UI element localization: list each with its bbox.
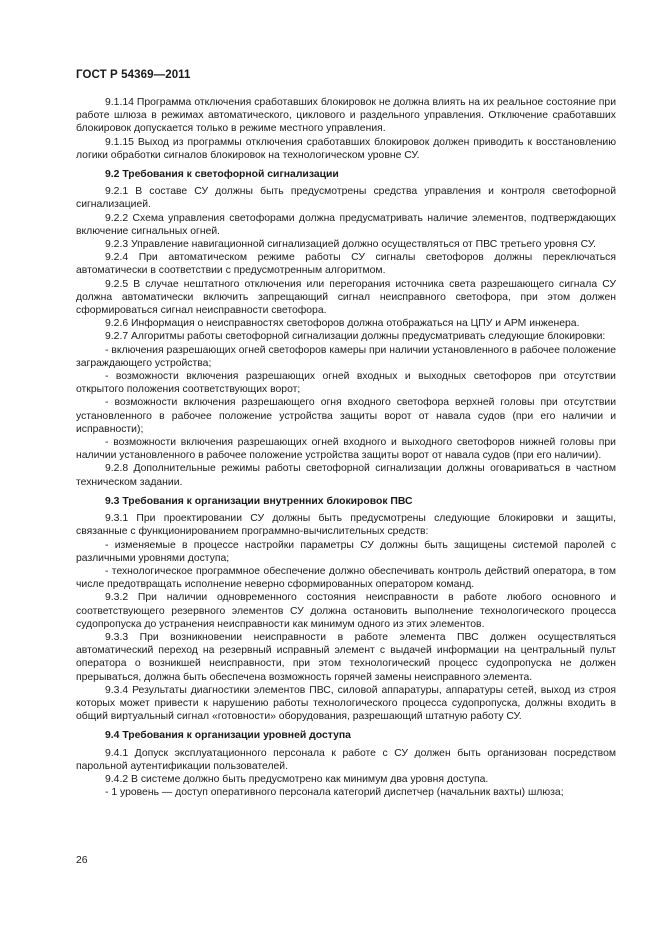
paragraph-9-1-14: 9.1.14 Программа отключения сработавших блокировок не должна влиять на их реальное состояние при работе шлюза в режимах автоматического, циклового и раздельного управления. Отключение сработавших блокировок допускается только в режиме местного управления. bbox=[76, 97, 616, 135]
list-item: - возможности включения разрешающих огней входного и выходного светофоров нижней головы при наличии установленного в рабочее положение устройства защиты ворот от навала судов (при его наличии). bbox=[76, 437, 616, 462]
list-item: - 1 уровень — доступ оперативного персонала категорий диспетчер (начальник вахты) шлюза; bbox=[105, 787, 564, 799]
section-heading-9-2: 9.2 Требования к светофорной сигнализации bbox=[105, 169, 339, 181]
paragraph-9-3-2: 9.3.2 При наличии одновременного состояния неисправности в работе любого основного и соответствующего резервного элементов СУ должна остановить выполнение технологического процесса судопропуска до устранения неисправности как минимум одного из этих элементов. bbox=[76, 592, 616, 630]
paragraph-9-3-3: 9.3.3 При возникновении неисправности в работе элемента ПВС должен осуществляться автоматический переход на резервный исправный элемент с выдачей информации на центральный пульт оператора о возникшей неисправности, при этом технологический процесс судопропуска не должен прерываться, должна быть обеспечена возможность горячей замены неисправного элемента. bbox=[76, 631, 616, 683]
paragraph-9-2-5: 9.2.5 В случае нештатного отключения или перегорания источника света разрешающего сигнала СУ должна автоматически включить запрещающий сигнал неисправного светофора, при этом должен сформироваться сигнал неисправности светофора. bbox=[76, 278, 616, 317]
paragraph-9-4-1: 9.4.1 Допуск эксплуатационного персонала к работе с СУ должен быть организован посредством парольной аутентификации пользователей. bbox=[76, 747, 616, 772]
list-item: - возможности включения разрешающего огня входного светофора верхней головы при отсутствии установленного в рабочее положение устройства защиты ворот от навала судов (при его наличии и исправности); bbox=[76, 397, 616, 435]
page-number: 26 bbox=[76, 855, 88, 866]
list-item: - включения разрешающих огней светофоров камеры при наличии установленного в рабочее положение заграждающего устройства; bbox=[76, 344, 616, 369]
paragraph-9-2-4: 9.2.4 При автоматическом режиме работы СУ сигналы светофоров должны переключаться автоматически в соответствии с предусмотренным алгоритмом. bbox=[76, 252, 616, 277]
document-body bbox=[76, 96, 616, 799]
paragraph-9-2-6: 9.2.6 Информация о неисправностях светофоров должна отображаться на ЦПУ и АРМ инженера. bbox=[105, 318, 580, 330]
paragraph-9-2-7: 9.2.7 Алгоритмы работы светофорной сигнализации должны предусматривать следующие блокировки: bbox=[105, 331, 606, 343]
paragraph-9-3-1: 9.3.1 При проектировании СУ должны быть предусмотрены следующие блокировки и защиты, связанные с функционированием программно-вычислительных средств: bbox=[76, 513, 616, 538]
list-item: - технологическое программное обеспечение должно обеспечивать контроль действий оператора, в том числе предотвращать исполнение неверно сформированных оператором команд. bbox=[76, 565, 616, 591]
list-item: - возможности включения разрешающих огней входных и выходных светофоров при отсутствии открытого положения соответствующих ворот; bbox=[76, 371, 616, 396]
section-heading-9-4: 9.4 Требования к организации уровней доступа bbox=[105, 730, 351, 742]
list-item: - изменяемые в процессе настройки параметры СУ должны быть защищены системой паролей с различными уровнями доступа; bbox=[76, 539, 616, 564]
paragraph-9-3-4: 9.3.4 Результаты диагностики элементов ПВС, силовой аппаратуры, аппаратуры сетей, выход из строя которых может привести к нарушению работы технологического процесса судопропуска, должны входить в общий виртуальный сигнал «готовности» оборудования, разрешающий штатную работу СУ. bbox=[76, 684, 616, 723]
paragraph-9-2-3: 9.2.3 Управление навигационной сигнализацией должно осуществляться от ПВС третьего уровня СУ. bbox=[105, 239, 596, 251]
paragraph-9-2-2: 9.2.2 Схема управления светофорами должна предусматривать наличие элементов, подтверждающих включение сигнальных огней. bbox=[76, 212, 616, 237]
paragraph-9-1-15: 9.1.15 Выход из программы отключения сработавших блокировок должен приводить к восстановлению логики обработки сигналов блокировок на технологическом уровне СУ. bbox=[76, 136, 616, 161]
document-header: ГОСТ Р 54369—2011 bbox=[76, 69, 191, 81]
paragraph-9-2-1: 9.2.1 В составе СУ должны быть предусмотрены средства управления и контроля светофорной сигнализацией. bbox=[76, 186, 616, 211]
paragraph-9-2-8: 9.2.8 Дополнительные режимы работы светофорной сигнализации должны оговариваться в частном техническом задании. bbox=[76, 463, 616, 488]
section-heading-9-3: 9.3 Требования к организации внутренних блокировок ПВС bbox=[105, 495, 413, 507]
paragraph-9-4-2: 9.4.2 В системе должно быть предусмотрено как минимум два уровня доступа. bbox=[105, 773, 489, 785]
